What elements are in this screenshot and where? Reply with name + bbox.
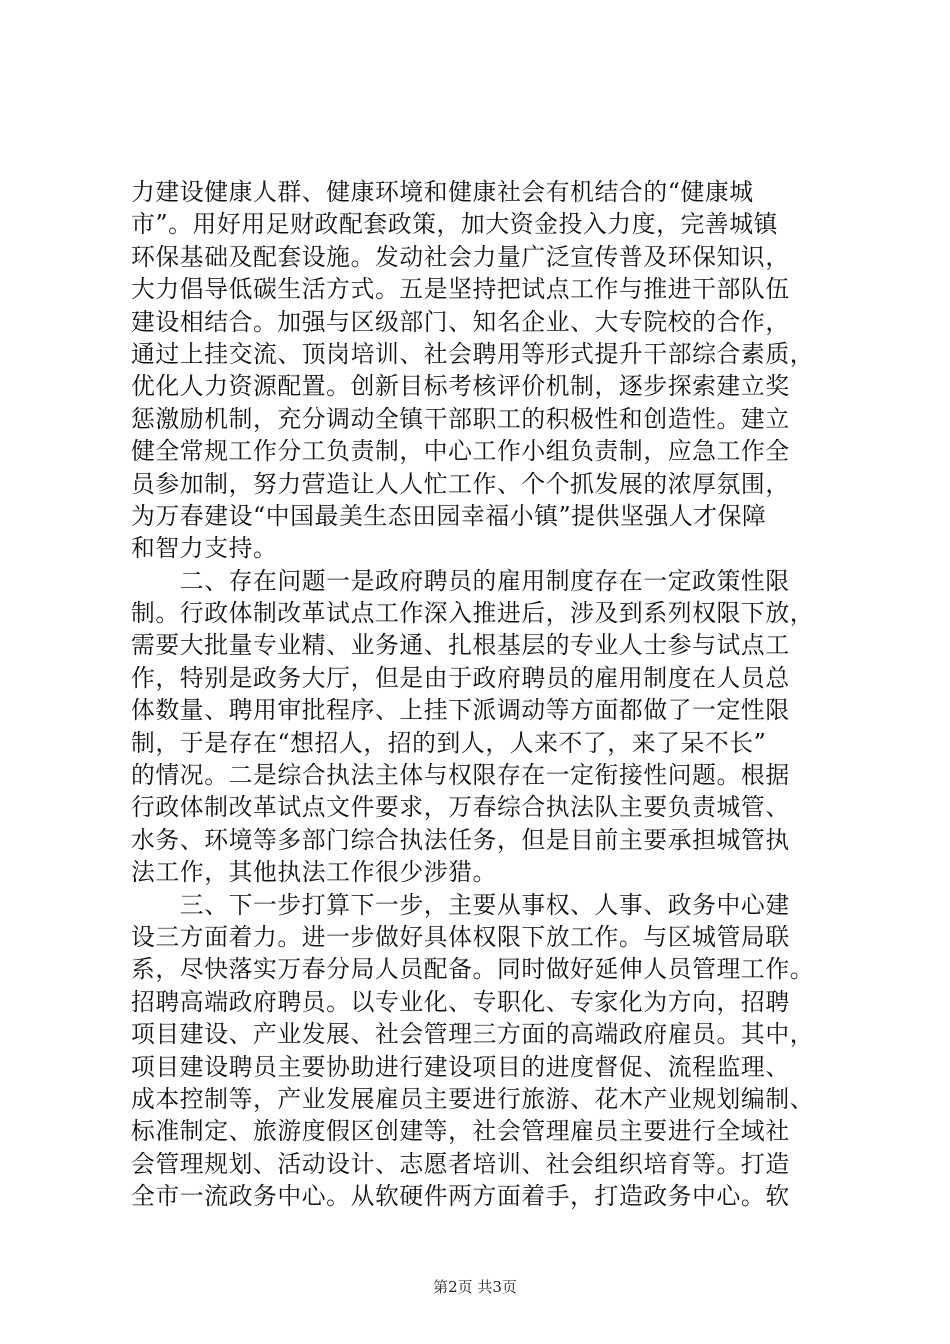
text-line: 市”。用好用足财政配套政策，加大资金投入力度，完善城镇 <box>131 210 779 239</box>
text-line: 力建设健康人群、健康环境和健康社会有机结合的“健康城 <box>131 178 754 206</box>
text-line: 建设相结合。加强与区级部门、知名企业、大专院校的合作， <box>131 307 790 336</box>
text-line: 制。行政体制改革试点工作深入推进后，涉及到系列权限下放， <box>131 599 815 628</box>
text-line: 设三方面着力。进一步做好具体权限下放工作。与区城管局联 <box>131 922 790 951</box>
text-line: 健全常规工作分工负责制，中心工作小组负责制，应急工作全 <box>131 437 790 466</box>
text-line: 三、下一步打算下一步，主要从事权、人事、政务中心建 <box>131 890 790 919</box>
text-line: 招聘高端政府聘员。以专业化、专职化、专家化为方向，招聘 <box>131 987 790 1016</box>
text-line: 优化人力资源配置。创新目标考核评价机制，逐步探索建立奖 <box>131 372 790 401</box>
text-line: 员参加制，努力营造让人人忙工作、个个抓发展的浓厚氛围， <box>131 469 790 498</box>
text-line: 全市一流政务中心。从软硬件两方面着手，打造政务中心。软 <box>131 1182 790 1211</box>
text-line: 行政体制改革试点文件要求，万春综合执法队主要负责城管、 <box>131 793 790 822</box>
text-line: 水务、环境等多部门综合执法任务，但是目前主要承担城管执 <box>131 825 790 854</box>
text-line: 标准制定、旅游度假区创建等，社会管理雇员主要进行全域社 <box>131 1117 790 1146</box>
text-line: 法工作，其他执法工作很少涉猎。 <box>131 858 497 887</box>
text-line: 大力倡导低碳生活方式。五是坚持把试点工作与推进干部队伍 <box>131 275 790 304</box>
text-line: 作，特别是政务大厅，但是由于政府聘员的雇用制度在人员总 <box>131 663 790 692</box>
text-line: 体数量、聘用审批程序、上挂下派调动等方面都做了一定性限 <box>131 696 790 725</box>
text-line: 会管理规划、活动设计、志愿者培训、社会组织培育等。打造 <box>131 1149 790 1178</box>
text-line: 环保基础及配套设施。发动社会力量广泛宣传普及环保知识， <box>131 242 790 271</box>
text-line: 制，于是存在“想招人，招的到人，人来不了，来了呆不长” <box>131 728 767 757</box>
text-line: 惩激励机制，充分调动全镇干部职工的积极性和创造性。建立 <box>131 404 790 433</box>
text-line: 系，尽快落实万春分局人员配备。同时做好延伸人员管理工作。 <box>131 955 815 984</box>
text-line: 的情况。二是综合执法主体与权限存在一定衔接性问题。根据 <box>131 761 790 790</box>
text-line: 需要大批量专业精、业务通、扎根基层的专业人士参与试点工 <box>131 631 790 660</box>
document-body <box>131 176 831 1213</box>
text-line: 项目建设聘员主要协助进行建设项目的进度督促、流程监理、 <box>131 1052 790 1081</box>
text-line: 二、存在问题一是政府聘员的雇用制度存在一定政策性限 <box>131 566 790 595</box>
text-line: 通过上挂交流、顶岗培训、社会聘用等形式提升干部综合素质， <box>131 339 815 368</box>
page-footer: 第2页 共3页 <box>433 1278 517 1296</box>
text-line: 和智力支持。 <box>131 534 278 563</box>
text-line: 为万春建设“中国最美生态田园幸福小镇”提供坚强人才保障 <box>131 501 767 530</box>
text-line: 项目建设、产业发展、社会管理三方面的高端政府雇员。其中， <box>131 1020 815 1049</box>
text-line: 成本控制等，产业发展雇员主要进行旅游、花木产业规划编制、 <box>131 1084 815 1113</box>
